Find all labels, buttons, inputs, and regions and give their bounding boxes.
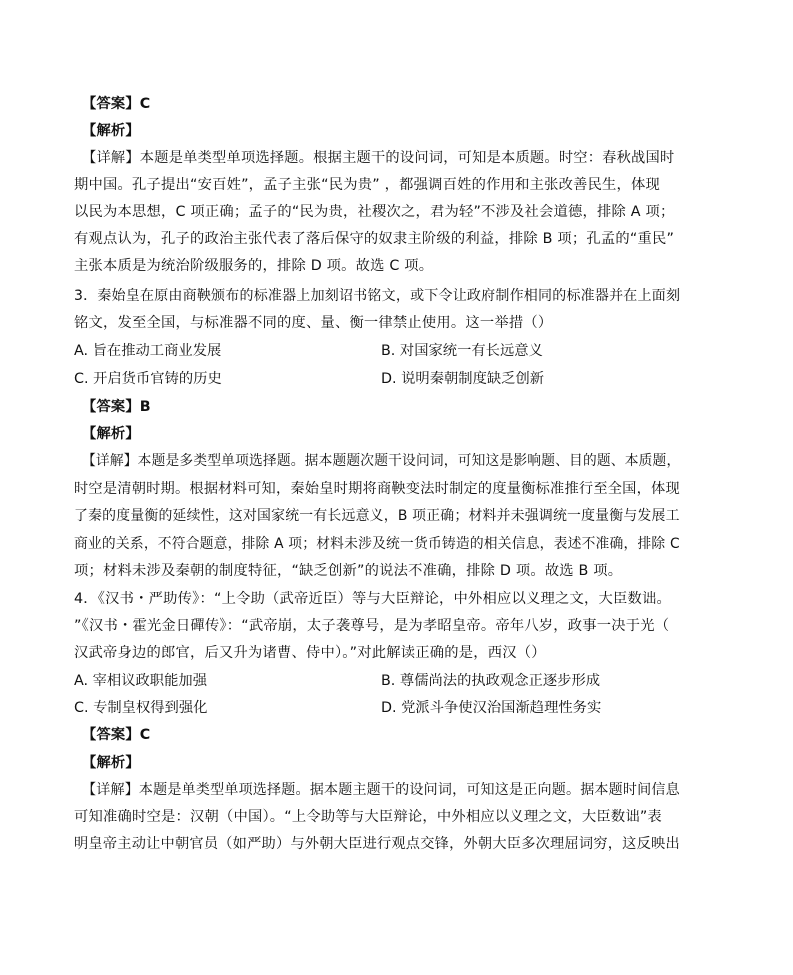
q3-detail-line-2: 时空是清朝时期。根据材料可知，秦始皇时期将商鞅变法时制定的度量衡标准推行至全国，体现 bbox=[74, 481, 680, 497]
q3-detail-line-3: 了秦的度量衡的延续性，这对国家统一有长远意义，B 项正确；材料并未强调统一度量衡与发展工 bbox=[74, 508, 680, 524]
q4-stem-line-1: 4．《汉书・严助传》：“上令助（武帝近臣）等与大臣辩论，中外相应以义理之文，大臣数诎。 bbox=[74, 591, 671, 607]
q3-detail-line-4: 商业的关系，不符合题意，排除 A 项；材料未涉及统一货币铸造的相关信息，表述不准确，排除 C bbox=[74, 536, 680, 552]
q4-detail-line-1: 【详解】本题是单类型单项选择题。据本题主题干的设问词，可知这是正向题。据本题时间信息 bbox=[82, 782, 680, 798]
q3-option-a: A. 旨在推动工商业发展 bbox=[74, 343, 222, 359]
q4-stem-line-3: 汉武帝身边的郎官，后又升为诸曹、侍中）。”对此解读正确的是，西汉（） bbox=[74, 645, 546, 661]
q2-detail-line-5: 主张本质是为统治阶级服务的，排除 D 项。故选 C 项。 bbox=[74, 258, 434, 274]
q4-stem-line-2: ”《汉书・霍光金日磾传》：“武帝崩，太子袭尊号，是为孝昭皇帝。帝年八岁，政事一决于光（ bbox=[74, 618, 670, 634]
q4-answer: 【答案】C bbox=[82, 727, 151, 743]
q4-option-a: A. 宰相议政职能加强 bbox=[74, 673, 207, 689]
q2-detail-line-2: 期中国。孔子提出“安百姓”，孟子主张“民为贵” ，都强调百姓的作用和主张改善民生，体现 bbox=[74, 177, 661, 193]
q2-detail-line-4: 有观点认为，孔子的政治主张代表了落后保守的奴隶主阶级的利益，排除 B 项；孔孟的“重民” bbox=[74, 231, 675, 247]
q3-stem-line-1: 3．秦始皇在原由商鞅颁布的标准器上加刻诏书铭文，或下令让政府制作相同的标准器并在上面刻 bbox=[74, 288, 681, 304]
q3-option-c: C. 开启货币官铸的历史 bbox=[74, 371, 222, 387]
q4-option-c: C. 专制皇权得到强化 bbox=[74, 700, 208, 716]
q4-analysis-label: 【解析】 bbox=[82, 755, 140, 771]
q2-detail-line-1: 【详解】本题是单类型单项选择题。根据主题干的设问词，可知是本质题。时空：春秋战国时 bbox=[82, 150, 675, 166]
q4-detail-line-2: 可知准确时空是：汉朝（中国）。“上令助等与大臣辩论，中外相应以义理之文，大臣数诎”表 bbox=[74, 809, 662, 825]
q2-detail-line-3: 以民为本思想，C 项正确；孟子的“民为贵，社稷次之，君为轻”不涉及社会道德，排除 A 项； bbox=[74, 204, 675, 220]
q3-detail-line-1: 【详解】本题是多类型单项选择题。据本题题次题干设问词，可知这是影响题、目的题、本质题， bbox=[82, 453, 681, 469]
q3-stem-line-2: 铭文，发至全国，与标准器不同的度、量、衡一律禁止使用。这一举措（） bbox=[74, 315, 553, 331]
q2-answer: 【答案】C bbox=[82, 96, 151, 112]
q3-analysis-label: 【解析】 bbox=[82, 426, 140, 442]
q4-option-d: D. 党派斗争使汉治国渐趋理性务实 bbox=[381, 700, 602, 716]
q3-answer: 【答案】B bbox=[82, 399, 151, 415]
q4-detail-line-3: 明皇帝主动让中朝官员（如严助）与外朝大臣进行观点交锋，外朝大臣多次理屈词穷，这反映出 bbox=[74, 836, 680, 852]
q4-option-b: B. 尊儒尚法的执政观念正逐步形成 bbox=[381, 673, 601, 689]
q3-detail-line-5: 项；材料未涉及秦朝的制度特征，“缺乏创新”的说法不准确，排除 D 项。故选 B 项。 bbox=[74, 563, 623, 579]
q2-analysis-label: 【解析】 bbox=[82, 123, 140, 139]
q3-option-b: B. 对国家统一有长远意义 bbox=[381, 343, 543, 359]
q3-option-d: D. 说明秦朝制度缺乏创新 bbox=[381, 371, 545, 387]
